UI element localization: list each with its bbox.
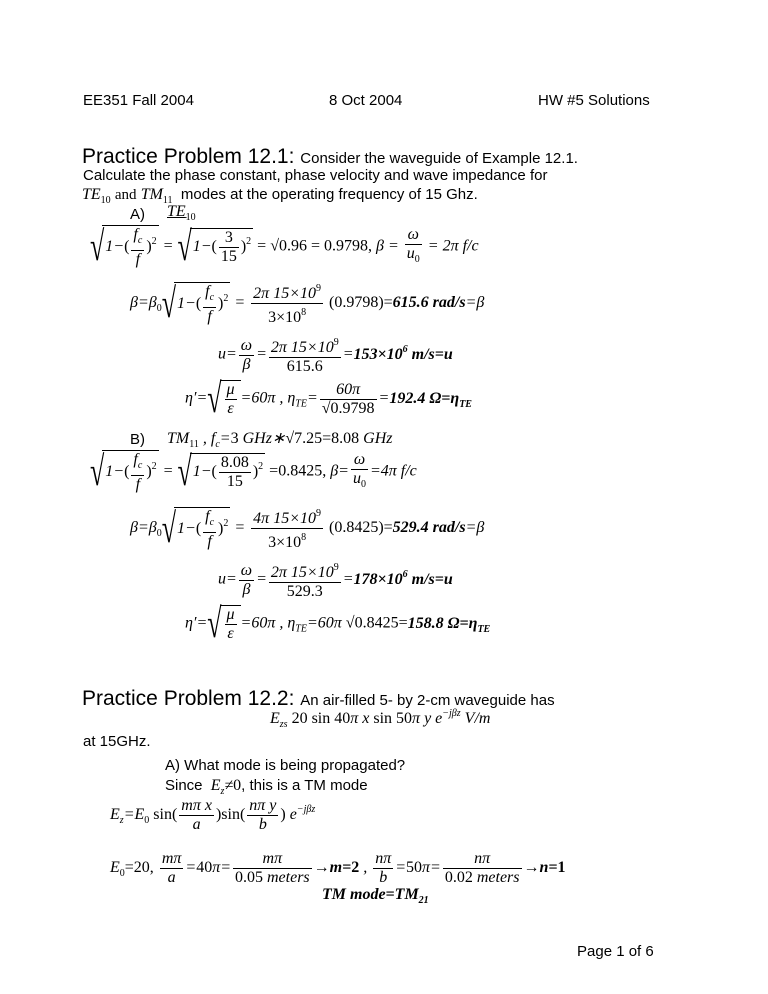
part-b-eq-1: √1−( $\frac{f_c}{f}$ )$^2$ = √1−( $\frac{8.08}{15}$ )$^2$ =0.8425, β= $\frac{\omega}{u_0}$ =4π f/c <box>90 448 417 495</box>
header-course: EE351 Fall 2004 <box>83 92 194 109</box>
part-b-mode: $TM_{11}$ , $f_c=3$ GHz∗√7.25=8.08 GHz <box>167 430 393 450</box>
part-a-label: A) <box>130 206 145 223</box>
problem-12-1-title: Practice Problem 12.1: Consider the waveguide of Example 12.1. <box>82 145 578 168</box>
part-a-eq-3: u= $\frac{\omega}{\beta}$ = $\frac{2\pi 15\times 10^9}{615.6}$ $=153\times 10^6$ m/s=u <box>218 334 453 376</box>
problem-12-2-freq: at 15GHz. <box>83 733 151 750</box>
header-date: 8 Oct 2004 <box>329 92 403 109</box>
problem-12-1-modes: $TE_{10}$ and $TM_{11}$ modes at the operating frequency of 15 Ghz. <box>82 186 478 206</box>
problem-12-2-since: Since $E_z\ne 0$, this is a TM mode <box>165 777 368 797</box>
part-b-label: B) <box>130 431 145 448</box>
header-title: HW #5 Solutions <box>538 92 650 109</box>
problem-12-2-mn: $E_0=20$, $\frac{m\pi}{a}$ =40π= $\frac{m\pi}{\text{0.05 meters}}$ →m=2 , $\frac{n\pi}{b}$ =50π= $\frac{n\pi}{\text{0.02 meters}}$ →n=1 <box>110 850 566 886</box>
problem-12-2-question: A) What mode is being propagated? <box>165 757 406 774</box>
problem-12-2-title: Practice Problem 12.2: An air-filled 5- by 2-cm waveguide has <box>82 687 555 710</box>
problem-12-2-result: TM $mode=TM_{21}$ <box>322 886 429 906</box>
part-a-mode: $TE_{10}$ <box>167 203 196 223</box>
part-b-eq-4: η′=√ $\frac{\mu}{\varepsilon}$ =60π , $\eta_{TE}=60\pi$ √0.8425=158.8 $\Omega=\eta_{TE}$ <box>185 600 491 647</box>
problem-12-2-ez: $E_z=E_0$ sin( $\frac{\text{mπ x}}{a}$ )sin( $\frac{\text{nπ y}}{b}$ ) $e^{-j\beta z}$ <box>110 797 316 833</box>
problem-12-1-intro: Calculate the phase constant, phase velocity and wave impedance for <box>83 167 548 184</box>
part-a-eq-1: √1−( $\frac{f_c}{f}$ )$^2$ = √1−( $\frac{3}{15}$ )$^2$ = √0.96 = 0.9798, β = $\frac{\omega}{u_0}$ = 2π f/c <box>90 223 479 270</box>
part-b-eq-3: u= $\frac{\omega}{\beta}$ = $\frac{2\pi 15\times 10^9}{529.3}$ $=178\times 10^6$ m/s=u <box>218 559 453 601</box>
problem-12-2-field: $E_{zs}$ 20 sin 40π x sin 50π y $e^{-j\beta z}$ V/m <box>270 708 491 730</box>
part-a-eq-2: $\beta=\beta_0√1-$( $\frac{f_c}{f}$ )$^2$ = $\frac{2\pi 15\times 10^9}{3\times 10^8}$ (0.9798)=615.6 rad/s=β <box>130 279 485 326</box>
page-number: Page 1 of 6 <box>577 943 654 960</box>
part-b-eq-2: $\beta=\beta_0√1-$( $\frac{f_c}{f}$ )$^2$ = $\frac{4\pi 15\times 10^9}{3\times 10^8}$ (0.8425)=529.4 rad/s=β <box>130 504 485 551</box>
part-a-eq-4: η′=√ $\frac{\mu}{\varepsilon}$ =60π , $\eta_{TE}=$ $\frac{60\pi}{√0.9798}$ =192.4 $\Omega=\eta_{TE}$ <box>185 375 472 422</box>
